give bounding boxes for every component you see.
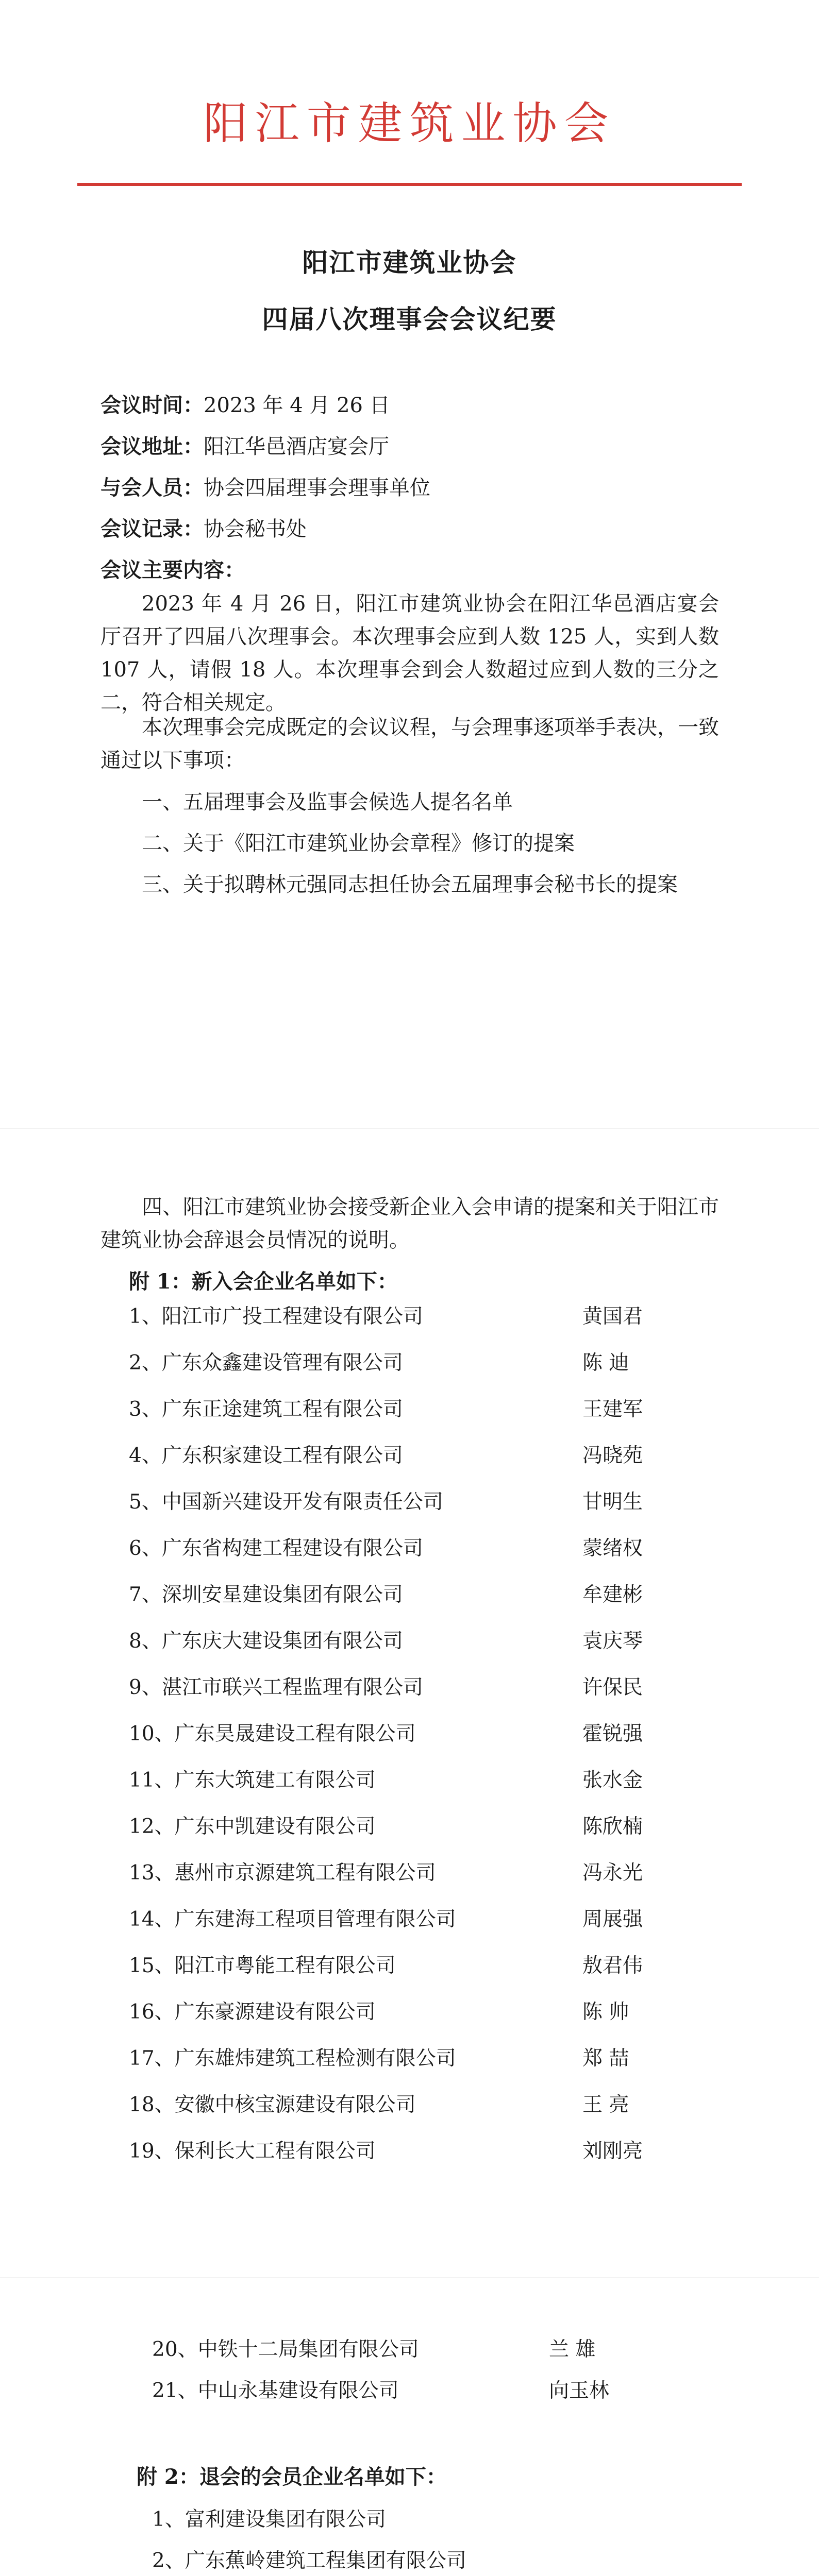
meeting-place (101, 430, 389, 460)
resolution-item-2: 二、关于《阳江市建筑业协会章程》修订的提案 (142, 832, 575, 855)
new-member-rep: 敖君伟 (582, 1954, 643, 1977)
new-member-company: 19、保利长大工程有限公司 (129, 2140, 376, 2163)
new-member-company: 16、广东豪源建设有限公司 (129, 2001, 376, 2024)
new-member-company: 20、中铁十二局集团有限公司 (152, 2338, 419, 2361)
new-member-company: 9、湛江市联兴工程监理有限公司 (129, 1676, 423, 1699)
new-member-rep: 张水金 (582, 1769, 643, 1792)
new-member-company: 21、中山永基建设有限公司 (152, 2379, 399, 2402)
new-member-row (129, 1487, 670, 1518)
meeting-recorder (101, 513, 307, 542)
letterhead-org-name: 阳江市建筑业协会 (203, 98, 616, 149)
new-member-company: 3、广东正途建筑工程有限公司 (129, 1398, 403, 1421)
new-member-row (129, 1348, 670, 1379)
new-member-company: 14、广东建海工程项目管理有限公司 (129, 1908, 456, 1931)
new-member-row (129, 1394, 670, 1425)
new-members-heading: 附 1：新入会企业名单如下： (129, 1269, 398, 1294)
meeting-recorder-value: 协会秘书处 (204, 517, 307, 541)
new-member-rep: 兰 雄 (549, 2338, 596, 2361)
new-member-rep: 陈 迪 (582, 1351, 629, 1375)
meeting-content-heading (101, 554, 245, 583)
new-member-rep: 霍锐强 (582, 1722, 643, 1745)
new-member-rep: 陈欣楠 (582, 1815, 643, 1838)
new-member-rep: 冯晓苑 (582, 1444, 643, 1467)
new-member-company: 10、广东昊晟建设工程有限公司 (129, 1722, 416, 1745)
new-member-company: 12、广东中凯建设有限公司 (129, 1815, 376, 1838)
meeting-place-value: 阳江华邑酒店宴会厅 (204, 435, 389, 459)
new-member-row (129, 1301, 670, 1332)
body-paragraph-2: 本次理事会完成既定的会议议程，与会理事逐项举手表决，一致通过以下事项： (101, 716, 719, 772)
new-member-row (129, 1811, 670, 1842)
page-1 (0, 0, 819, 1128)
new-member-company: 17、广东雄炜建筑工程检测有限公司 (129, 2047, 456, 2070)
new-member-row (129, 2136, 670, 2167)
meeting-attendees-label: 与会人员： (101, 476, 204, 500)
new-member-row (129, 2090, 670, 2121)
meeting-time-label: 会议时间： (101, 393, 204, 417)
new-member-rep: 牟建彬 (582, 1583, 643, 1606)
meeting-attendees (101, 471, 430, 501)
meeting-place-label: 会议地址： (101, 434, 204, 459)
new-member-company: 11、广东大筑建工有限公司 (129, 1769, 376, 1792)
new-member-row (129, 1440, 670, 1471)
new-member-row (129, 1580, 670, 1611)
new-member-row (152, 2334, 673, 2365)
new-member-rep: 王建军 (582, 1398, 643, 1421)
new-member-company: 4、广东积家建设工程有限公司 (129, 1444, 403, 1467)
new-member-row (129, 1904, 670, 1935)
new-member-rep: 陈 帅 (582, 2001, 629, 2024)
resolution-item-1: 一、五届理事会及监事会候选人提名名单 (142, 790, 513, 814)
new-member-company: 2、广东众鑫建设管理有限公司 (129, 1351, 403, 1375)
new-member-company: 7、深圳安星建设集团有限公司 (129, 1583, 403, 1606)
meeting-recorder-label: 会议记录： (101, 517, 204, 541)
new-member-company: 8、广东庆大建设集团有限公司 (129, 1630, 403, 1653)
new-member-row (129, 1765, 670, 1796)
new-member-rep: 甘明生 (582, 1490, 643, 1514)
new-member-row (129, 1997, 670, 2028)
new-member-rep: 蒙绪权 (582, 1537, 643, 1560)
new-member-rep: 向玉林 (549, 2379, 610, 2402)
new-member-row (129, 2043, 670, 2074)
meeting-time-value: 2023 年 4 月 26 日 (204, 394, 390, 417)
new-member-rep: 周展强 (582, 1908, 643, 1931)
new-member-company: 6、广东省构建工程建设有限公司 (129, 1537, 423, 1560)
new-member-rep: 冯永光 (582, 1861, 643, 1885)
page-3 (0, 2277, 819, 2576)
new-member-company: 1、阳江市广投工程建设有限公司 (129, 1305, 423, 1328)
new-member-company: 18、安徽中核宝源建设有限公司 (129, 2093, 416, 2116)
page-2 (0, 1128, 819, 2278)
resolution-item-4: 四、阳江市建筑业协会接受新企业入会申请的提案和关于阳江市建筑业协会辞退会员情况的说明。 (101, 1195, 719, 1252)
new-member-row (129, 1672, 670, 1703)
letterhead-rule (77, 183, 742, 186)
new-member-company: 13、惠州市京源建筑工程有限公司 (129, 1861, 436, 1885)
body-paragraph-1: 2023 年 4 月 26 日，阳江市建筑业协会在阳江华邑酒店宴会厅召开了四届八次理事会。本次理事会应到人数 125 人，实到人数 107 人，请假 18 人。本次理事会到会人数超过应到人数的三分之二，符合相关规定。 (101, 592, 719, 715)
new-member-company: 5、中国新兴建设开发有限责任公司 (129, 1490, 443, 1514)
new-member-rep: 刘刚亮 (582, 2140, 643, 2163)
doc-title-line-1: 阳江市建筑业协会 (302, 247, 517, 278)
new-member-row (129, 1951, 670, 1981)
meeting-time (101, 389, 390, 418)
new-member-row (129, 1626, 670, 1657)
quit-members-heading: 附 2：退会的会员企业名单如下： (137, 2465, 447, 2489)
doc-title-line-2: 四届八次理事会会议纪要 (262, 304, 557, 334)
quit-member-row: 2、广东蕉岭建筑工程集团有限公司 (152, 2549, 466, 2572)
new-member-row (129, 1858, 670, 1889)
meeting-attendees-value: 协会四届理事会理事单位 (204, 476, 430, 500)
resolution-item-3: 三、关于拟聘林元强同志担任协会五届理事会秘书长的提案 (142, 873, 678, 896)
new-member-row (129, 1719, 670, 1750)
new-member-rep: 黄国君 (582, 1305, 643, 1328)
new-member-company: 15、阳江市粤能工程有限公司 (129, 1954, 396, 1977)
new-member-row (152, 2376, 673, 2406)
new-member-rep: 许保民 (582, 1676, 643, 1699)
new-member-rep: 郑 喆 (582, 2047, 629, 2070)
meeting-content-label: 会议主要内容： (101, 558, 245, 582)
quit-member-row: 1、富利建设集团有限公司 (152, 2508, 386, 2531)
new-member-rep: 王 亮 (582, 2093, 629, 2116)
new-member-row (129, 1533, 670, 1564)
new-member-rep: 袁庆琴 (582, 1630, 643, 1653)
